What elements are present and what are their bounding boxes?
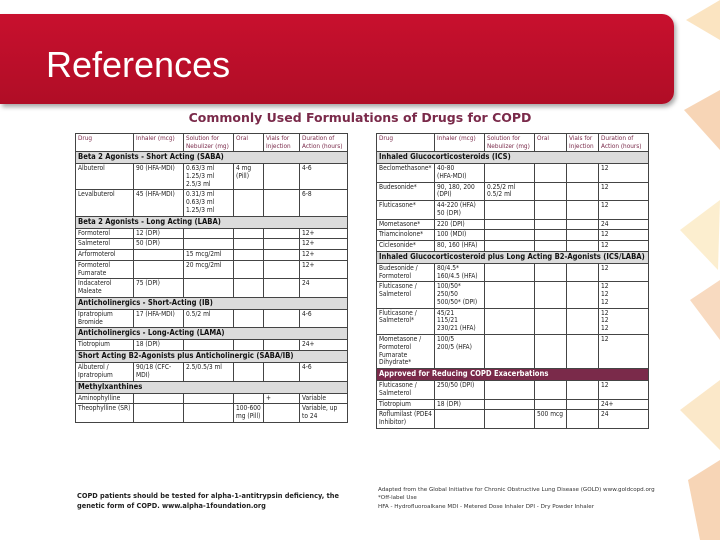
drug-row (377, 263, 649, 282)
drug-name-cell: Indacaterol Maleate (76, 279, 134, 298)
drug-value-cell: 90/18 (CFC-MDI) (134, 363, 184, 382)
drug-name-cell: Aminophylline (76, 393, 134, 404)
column-header: Drug (377, 134, 435, 152)
drug-value-cell (184, 404, 234, 423)
drug-value-cell: 100-600 mg (Pill) (234, 404, 264, 423)
drug-row (377, 164, 649, 183)
drug-value-cell: 12 (599, 241, 649, 252)
table-header-row (377, 134, 649, 152)
drug-value-cell: 12 (599, 335, 649, 369)
column-header: Solution for Nebulizer (mg) (485, 134, 535, 152)
drug-value-cell (234, 190, 264, 216)
drug-row (76, 239, 348, 250)
drug-value-cell (567, 219, 599, 230)
drug-value-cell (264, 340, 300, 351)
column-header: Vials for Injection (264, 134, 300, 152)
drug-value-cell (264, 164, 300, 190)
drug-row (76, 250, 348, 261)
drug-name-cell: Theophylline (SR) (76, 404, 134, 423)
drug-value-cell: 12 (599, 164, 649, 183)
drug-value-cell: Variable, up to 24 (300, 404, 348, 423)
drug-row (377, 335, 649, 369)
drug-table-left (75, 133, 348, 423)
drug-value-cell (264, 239, 300, 250)
drug-value-cell (535, 230, 567, 241)
drug-name-cell: Mometasone / Formoterol Fumarate Dihydrate* (377, 335, 435, 369)
drug-value-cell: + (264, 393, 300, 404)
approved-heading: Approved for Reducing COPD Exacerbations (377, 369, 649, 381)
drug-name-cell: Fluticasone / Salmeterol* (377, 308, 435, 334)
drug-value-cell: 20 mcg/2ml (184, 260, 234, 279)
drug-value-cell (134, 393, 184, 404)
drug-value-cell (535, 164, 567, 183)
drug-value-cell: 0.63/3 ml 1.25/3 ml 2.5/3 ml (184, 164, 234, 190)
drug-value-cell (567, 410, 599, 429)
column-header: Drug (76, 134, 134, 152)
drug-row (377, 219, 649, 230)
drug-name-cell: Fluticasone / Salmeterol (377, 282, 435, 308)
drug-value-cell: 12 (599, 263, 649, 282)
drug-value-cell: 24 (599, 410, 649, 429)
drug-value-cell: 90 (HFA-MDI) (134, 164, 184, 190)
drug-value-cell: 4 mg (Pill) (234, 164, 264, 190)
drug-value-cell: 220 (DPI) (435, 219, 485, 230)
drug-name-cell: Fluticasone* (377, 201, 435, 220)
column-header: Oral (535, 134, 567, 152)
drug-value-cell: 80/4.5* 160/4.5 (HFA) (435, 263, 485, 282)
drug-row (377, 282, 649, 308)
drug-row (76, 363, 348, 382)
section-heading-row (76, 297, 348, 309)
drug-value-cell: 12 12 12 (599, 308, 649, 334)
table-body (76, 152, 348, 423)
drug-value-cell (567, 399, 599, 410)
drug-value-cell: 4-6 (300, 309, 348, 328)
drug-value-cell (485, 308, 535, 334)
drug-value-cell (264, 404, 300, 423)
drug-value-cell: Variable (300, 393, 348, 404)
drug-value-cell: 18 (DPI) (134, 340, 184, 351)
drug-value-cell (485, 219, 535, 230)
drug-row (76, 190, 348, 216)
drug-value-cell: 12 (599, 381, 649, 400)
drug-row (76, 164, 348, 190)
drug-value-cell: 500 mcg (535, 410, 567, 429)
drug-value-cell: 45/21 115/21 230/21 (HFA) (435, 308, 485, 334)
drug-value-cell (485, 263, 535, 282)
drug-value-cell: 12+ (300, 260, 348, 279)
drug-value-cell: 24+ (599, 399, 649, 410)
section-heading-row (377, 251, 649, 263)
table-body (377, 152, 649, 429)
drug-row (377, 381, 649, 400)
drug-row (377, 308, 649, 334)
drug-value-cell (535, 381, 567, 400)
drug-row (76, 340, 348, 351)
drug-name-cell: Budesonide / Formoterol (377, 263, 435, 282)
approved-heading-row (377, 369, 649, 381)
drug-value-cell (567, 241, 599, 252)
drug-value-cell (234, 260, 264, 279)
drug-value-cell: 4-6 (300, 164, 348, 190)
drug-value-cell (435, 410, 485, 429)
drug-value-cell: 12 (599, 182, 649, 201)
drug-value-cell: 50 (DPI) (134, 239, 184, 250)
drug-name-cell: Albuterol / Ipratropium (76, 363, 134, 382)
drug-value-cell (134, 260, 184, 279)
section-heading: Short Acting B2-Agonists plus Anticholinergic (SABA/IB) (76, 351, 348, 363)
drug-row (76, 279, 348, 298)
drug-value-cell: 6-8 (300, 190, 348, 216)
drug-value-cell: 100/5 200/5 (HFA) (435, 335, 485, 369)
drug-value-cell: 90, 180, 200 (DPI) (435, 182, 485, 201)
slide-title: References (46, 44, 231, 85)
drug-value-cell (485, 282, 535, 308)
drug-value-cell: 250/50 (DPI) (435, 381, 485, 400)
drug-value-cell (567, 308, 599, 334)
table-header-row (76, 134, 348, 152)
drug-value-cell (535, 241, 567, 252)
drug-name-cell: Formoterol (76, 228, 134, 239)
drug-name-cell: Roflumilast (PDE4 Inhibitor) (377, 410, 435, 429)
drug-value-cell (134, 404, 184, 423)
drug-value-cell (234, 279, 264, 298)
drug-row (377, 201, 649, 220)
drug-value-cell (485, 201, 535, 220)
drug-name-cell: Tiotropium (377, 399, 435, 410)
footnote-alpha1: COPD patients should be tested for alpha-1-antitrypsin deficiency, the genetic form of COPD. www.alpha-1foundation.org (77, 492, 339, 510)
drug-name-cell: Tiotropium (76, 340, 134, 351)
drug-value-cell: 12 (599, 201, 649, 220)
drug-value-cell (184, 340, 234, 351)
drug-value-cell (567, 263, 599, 282)
column-header: Duration of Action (hours) (599, 134, 649, 152)
drug-value-cell: 0.31/3 ml 0.63/3 ml 1.25/3 ml (184, 190, 234, 216)
drug-row (76, 404, 348, 423)
drug-name-cell: Budesonide* (377, 182, 435, 201)
drug-value-cell (134, 250, 184, 261)
column-header: Oral (234, 134, 264, 152)
drug-value-cell (535, 335, 567, 369)
drug-value-cell (485, 399, 535, 410)
drug-value-cell: 80, 160 (HFA) (435, 241, 485, 252)
drug-value-cell: 12+ (300, 250, 348, 261)
drug-value-cell (535, 263, 567, 282)
drug-value-cell (567, 335, 599, 369)
drug-value-cell: 24+ (300, 340, 348, 351)
drug-name-cell: Triamcinolone* (377, 230, 435, 241)
drug-name-cell: Albuterol (76, 164, 134, 190)
section-heading: Beta 2 Agonists - Long Acting (LABA) (76, 216, 348, 228)
column-header: Vials for Injection (567, 134, 599, 152)
drug-value-cell (264, 279, 300, 298)
drug-value-cell (264, 190, 300, 216)
drug-value-cell (234, 228, 264, 239)
drug-row (377, 230, 649, 241)
drug-value-cell (535, 399, 567, 410)
drug-value-cell (234, 250, 264, 261)
section-heading-row (76, 152, 348, 164)
section-heading-row (76, 328, 348, 340)
section-heading: Inhaled Glucocorticosteroids (ICS) (377, 152, 649, 164)
drug-value-cell: 17 (HFA-MDI) (134, 309, 184, 328)
section-heading: Inhaled Glucocorticosteroid plus Long Acting B2-Agonists (ICS/LABA) (377, 251, 649, 263)
abbreviations-line: HFA - Hydrofluoroalkane MDI - Metered Dose Inhaler DPI - Dry Powder Inhaler (378, 503, 594, 510)
column-header: Duration of Action (hours) (300, 134, 348, 152)
drug-value-cell: 12 (599, 230, 649, 241)
drug-value-cell (567, 230, 599, 241)
column-header: Inhaler (mcg) (435, 134, 485, 152)
drug-value-cell: 12 (DPI) (134, 228, 184, 239)
drug-name-cell: Ipratropium Bromide (76, 309, 134, 328)
drug-value-cell (535, 308, 567, 334)
table-heading: Commonly Used Formulations of Drugs for COPD (188, 110, 532, 125)
drug-row (377, 410, 649, 429)
drug-value-cell (264, 260, 300, 279)
drug-value-cell: 24 (300, 279, 348, 298)
footnote-source (378, 486, 658, 511)
drug-value-cell (234, 309, 264, 328)
drug-row (377, 241, 649, 252)
drug-value-cell: 0.5/2 ml (184, 309, 234, 328)
drug-value-cell: 12+ (300, 239, 348, 250)
drug-value-cell (234, 393, 264, 404)
drug-value-cell (485, 381, 535, 400)
drug-value-cell: 2.5/0.5/3 ml (184, 363, 234, 382)
drug-value-cell (567, 381, 599, 400)
drug-name-cell: Formoterol Fumarate (76, 260, 134, 279)
section-heading-row (76, 351, 348, 363)
section-heading-row (76, 381, 348, 393)
section-heading: Beta 2 Agonists - Short Acting (SABA) (76, 152, 348, 164)
drug-value-cell (485, 335, 535, 369)
section-heading-row (377, 152, 649, 164)
drug-value-cell: 24 (599, 219, 649, 230)
drug-value-cell (485, 241, 535, 252)
drug-value-cell: 100/50* 250/50 500/50* (DPI) (435, 282, 485, 308)
drug-value-cell (535, 201, 567, 220)
drug-row (76, 260, 348, 279)
drug-name-cell: Levalbuterol (76, 190, 134, 216)
source-line: Adapted from the Global Initiative for Chronic Obstructive Lung Disease (GOLD) www.goldcopd.org (378, 487, 655, 493)
drug-value-cell (264, 309, 300, 328)
drug-value-cell (485, 410, 535, 429)
drug-row (377, 182, 649, 201)
drug-row (76, 393, 348, 404)
section-heading: Anticholinergics - Long-Acting (LAMA) (76, 328, 348, 340)
drug-value-cell (264, 228, 300, 239)
drug-name-cell: Beclomethasone* (377, 164, 435, 183)
drug-value-cell (535, 219, 567, 230)
offlabel-note: *Off-label Use (378, 495, 417, 502)
drug-value-cell (184, 393, 234, 404)
drug-value-cell: 45 (HFA-MDI) (134, 190, 184, 216)
drug-row (76, 228, 348, 239)
drug-value-cell (535, 182, 567, 201)
drug-value-cell (184, 239, 234, 250)
drug-name-cell: Ciclesonide* (377, 241, 435, 252)
drug-name-cell: Salmeterol (76, 239, 134, 250)
drug-value-cell (234, 363, 264, 382)
drug-value-cell (567, 282, 599, 308)
drug-name-cell: Mometasone* (377, 219, 435, 230)
drug-value-cell (184, 279, 234, 298)
drug-value-cell (264, 250, 300, 261)
column-header: Solution for Nebulizer (mg) (184, 134, 234, 152)
column-header: Inhaler (mcg) (134, 134, 184, 152)
drug-value-cell (485, 230, 535, 241)
drug-value-cell (567, 201, 599, 220)
drug-row (76, 309, 348, 328)
drug-value-cell: 18 (DPI) (435, 399, 485, 410)
drug-value-cell: 4-6 (300, 363, 348, 382)
drug-value-cell: 12 12 12 (599, 282, 649, 308)
drug-value-cell (234, 239, 264, 250)
drug-value-cell (184, 228, 234, 239)
drug-value-cell: 15 mcg/2ml (184, 250, 234, 261)
section-heading: Anticholinergics - Short-Acting (IB) (76, 297, 348, 309)
drug-value-cell: 0.25/2 ml 0.5/2 ml (485, 182, 535, 201)
drug-value-cell (485, 164, 535, 183)
drug-value-cell (234, 340, 264, 351)
drug-value-cell (535, 282, 567, 308)
drug-value-cell (567, 164, 599, 183)
section-heading-row (76, 216, 348, 228)
drug-value-cell: 44-220 (HFA) 50 (DPI) (435, 201, 485, 220)
drug-name-cell: Fluticasone / Salmeterol (377, 381, 435, 400)
drug-table-right (376, 133, 649, 429)
drug-value-cell: 100 (MDI) (435, 230, 485, 241)
section-heading: Methylxanthines (76, 381, 348, 393)
drug-name-cell: Arformoterol (76, 250, 134, 261)
drug-value-cell: 12+ (300, 228, 348, 239)
drug-row (377, 399, 649, 410)
drug-value-cell (567, 182, 599, 201)
drug-value-cell: 75 (DPI) (134, 279, 184, 298)
drug-value-cell: 40-80 (HFA-MDI) (435, 164, 485, 183)
drug-value-cell (264, 363, 300, 382)
